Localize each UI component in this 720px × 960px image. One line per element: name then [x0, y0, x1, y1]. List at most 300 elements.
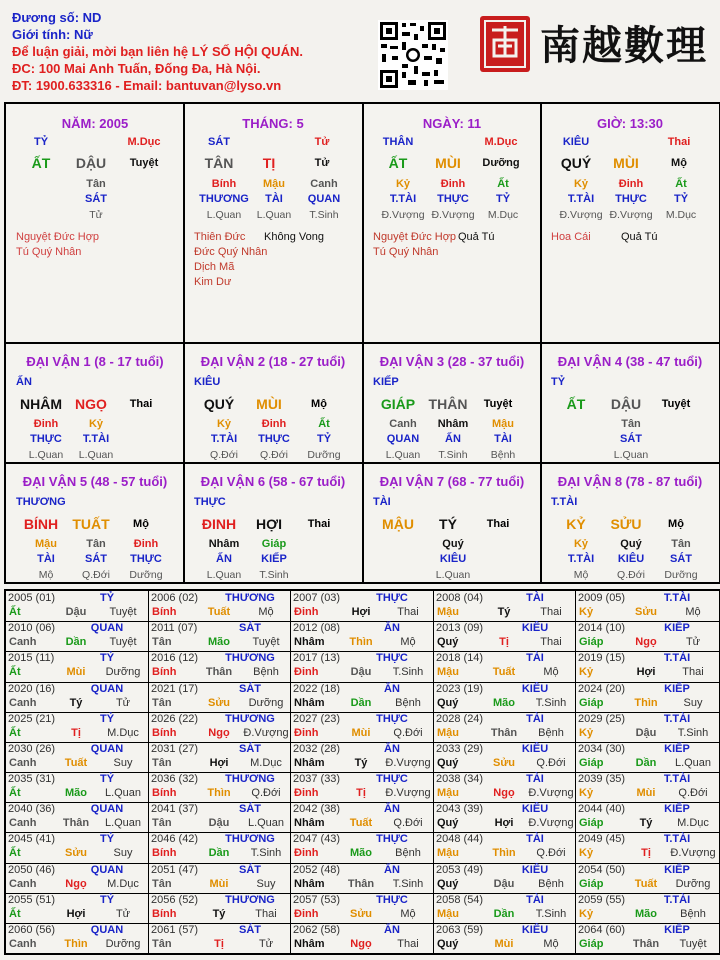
hidden-stem: Đinh: [618, 178, 644, 190]
luck-hidden-stem: Tân: [621, 418, 641, 430]
year-stem: Ất: [9, 908, 21, 920]
luck-hidden-stem: Kỷ: [88, 418, 104, 430]
luck-hidden-stage: Q.Đới: [260, 449, 288, 461]
year-stem: Bính: [152, 847, 177, 859]
annual-year-cell[interactable]: [434, 742, 576, 772]
logo: [480, 12, 715, 74]
luck-stage: Tuyệt: [483, 398, 513, 410]
year-god: T.TÀI: [663, 713, 691, 725]
luck-hidden-stage: L.Quan: [206, 569, 242, 581]
annual-year-cell[interactable]: [291, 651, 433, 681]
annual-year-cell[interactable]: [576, 893, 718, 923]
year-stage: T.Sinh: [535, 908, 567, 920]
annual-year-cell[interactable]: [6, 772, 148, 802]
hidden-stage: M.Dục: [487, 209, 519, 221]
annual-year-cell[interactable]: [576, 863, 718, 893]
hidden-god: SÁT: [85, 193, 107, 205]
annual-year-cell[interactable]: [291, 832, 433, 862]
year-label: 2060 (56): [8, 924, 56, 936]
luck-hidden-stage: Dưỡng: [129, 569, 163, 581]
annual-year-cell[interactable]: [576, 682, 718, 712]
year-label: 2061 (57): [151, 924, 199, 936]
luck-pillar-cell: [6, 344, 184, 462]
annual-year-cell[interactable]: [291, 712, 433, 742]
luck-title: ĐẠI VẬN 3 (28 - 37 tuổi): [379, 354, 525, 369]
luck-hidden-stage: Mộ: [573, 569, 589, 581]
year-god: QUAN: [90, 864, 124, 876]
year-stage: Tuyệt: [252, 636, 280, 648]
luck-branch: DẬU: [610, 396, 642, 412]
year-god: SÁT: [239, 743, 261, 755]
luck-hidden-stage: Dưỡng: [664, 569, 698, 581]
year-label: 2040 (36): [8, 803, 56, 815]
annual-year-cell[interactable]: [434, 651, 576, 681]
header-info: [12, 9, 372, 94]
year-stage: M.Dục: [107, 727, 139, 739]
year-stem: Giáp: [579, 938, 604, 950]
annual-year-cell[interactable]: [576, 651, 718, 681]
annual-year-cell[interactable]: [434, 591, 576, 621]
annual-year-cell[interactable]: [149, 621, 291, 651]
year-label: 2064 (60): [578, 924, 626, 936]
luck-title: ĐẠI VẬN 1 (8 - 17 tuổi): [26, 354, 164, 369]
annual-year-cell[interactable]: [149, 863, 291, 893]
pillar-cell: [6, 104, 184, 342]
year-branch: Thân: [632, 938, 660, 950]
year-branch: Thìn: [349, 636, 373, 648]
year-stage: Q.Đới: [536, 757, 566, 769]
annual-year-cell[interactable]: [291, 591, 433, 621]
year-stage: Mộ: [400, 636, 416, 648]
year-stage: Thai: [682, 666, 704, 678]
pillar-stage: M.Dục: [127, 136, 161, 148]
annual-year-cell[interactable]: [576, 712, 718, 742]
earthly-branch: TỊ: [262, 155, 276, 171]
year-label: 2005 (01): [8, 592, 56, 604]
year-label: 2049 (45): [578, 833, 626, 845]
annual-year-cell[interactable]: [434, 923, 576, 953]
year-branch: Ngọ: [635, 636, 657, 648]
annual-year-cell[interactable]: [576, 802, 718, 832]
annual-year-cell[interactable]: [434, 621, 576, 651]
annual-year-cell[interactable]: [434, 863, 576, 893]
pillar-stage: M.Dục: [484, 136, 518, 148]
luck-hidden-stem: Quý: [442, 538, 464, 550]
year-god: KIÊU: [521, 924, 549, 936]
year-label: 2009 (05): [578, 592, 626, 604]
pillar-god: KIÊU: [562, 136, 590, 148]
year-god: THỰC: [376, 713, 408, 725]
luck-hidden-stem: Tân: [671, 538, 691, 550]
year-god: QUAN: [90, 803, 124, 815]
annual-year-cell[interactable]: [434, 893, 576, 923]
hidden-stem: Kỷ: [573, 178, 589, 190]
year-stem: Kỷ: [579, 847, 594, 859]
year-god: THƯƠNG: [225, 592, 275, 604]
year-stem: Mậu: [437, 847, 459, 859]
year-god: THƯƠNG: [225, 833, 275, 845]
luck-hidden-stem: Đinh: [133, 538, 159, 550]
year-stage: Bệnh: [680, 908, 706, 920]
year-branch: Mùi: [66, 666, 86, 678]
year-stage: Bệnh: [253, 666, 279, 678]
year-label: 2011 (07): [151, 622, 198, 634]
year-stage: Tuyệt: [109, 636, 137, 648]
year-god: KIÊU: [521, 803, 549, 815]
year-stem: Ất: [9, 787, 21, 799]
year-label: 2058 (54): [436, 894, 484, 906]
year-god: QUAN: [90, 924, 124, 936]
annual-year-cell[interactable]: [291, 772, 433, 802]
annual-year-cell[interactable]: [434, 712, 576, 742]
luck-hidden-stem: Nhâm: [437, 418, 469, 430]
year-branch: Thìn: [634, 697, 658, 709]
annual-year-cell[interactable]: [576, 621, 718, 651]
hidden-stage: Đ.Vượng: [431, 209, 475, 221]
year-branch: Dần: [635, 757, 657, 769]
year-god: TỶ: [99, 652, 115, 664]
luck-hidden-stem: Mậu: [492, 418, 514, 430]
year-branch: Dậu: [635, 727, 657, 739]
year-stem: Canh: [9, 697, 37, 709]
year-branch: Tý: [212, 908, 226, 920]
year-label: 2055 (51): [8, 894, 56, 906]
year-god: ẤN: [384, 622, 400, 634]
qr-code-icon[interactable]: [378, 20, 448, 90]
annual-year-cell[interactable]: [149, 893, 291, 923]
year-branch: Mão: [208, 636, 230, 648]
annual-year-cell[interactable]: [6, 621, 148, 651]
year-label: 2017 (13): [293, 652, 341, 664]
annual-year-cell[interactable]: [291, 923, 433, 953]
year-stage: L.Quan: [247, 817, 285, 829]
annual-year-cell[interactable]: [149, 682, 291, 712]
hidden-god: THỰC: [615, 193, 647, 205]
year-stem: Mậu: [437, 908, 459, 920]
annual-year-cell[interactable]: [434, 832, 576, 862]
year-stem: Tân: [152, 697, 172, 709]
auspicious-star: Thiên Đức: [194, 231, 246, 243]
luck-stage: Thai: [307, 518, 331, 530]
year-branch: Tý: [69, 697, 83, 709]
luck-pillar-cell: [363, 344, 541, 462]
year-god: SÁT: [239, 864, 261, 876]
year-god: TÀI: [526, 713, 544, 725]
annual-luck-grid: [4, 589, 720, 955]
year-label: 2030 (26): [8, 743, 56, 755]
year-stage: Đ.Vượng: [670, 847, 716, 859]
luck-hidden-stem: Giáp: [261, 538, 287, 550]
luck-stem: ẤT: [566, 396, 586, 412]
luck-hidden-god: SÁT: [85, 553, 107, 565]
address: ĐC: 100 Mai Anh Tuấn, Đống Đa, Hà Nội.: [12, 61, 261, 76]
year-stem: Kỷ: [579, 606, 594, 618]
pillar-god: THÂN: [382, 136, 414, 148]
luck-hidden-stem: Đinh: [261, 418, 287, 430]
year-god: T.TÀI: [663, 652, 691, 664]
luck-branch: TÝ: [439, 516, 457, 532]
annual-year-cell[interactable]: [149, 651, 291, 681]
year-stem: Nhâm: [294, 757, 325, 769]
luck-hidden-god: KIÊU: [439, 553, 467, 565]
year-label: 2007 (03): [293, 592, 341, 604]
year-branch: Thân: [62, 817, 90, 829]
annual-year-cell[interactable]: [291, 742, 433, 772]
annual-year-cell[interactable]: [149, 802, 291, 832]
luck-title: ĐẠI VẬN 5 (48 - 57 tuổi): [22, 474, 168, 489]
year-stem: Quý: [437, 817, 459, 829]
year-branch: Tị: [641, 847, 651, 859]
year-stem: Mậu: [437, 606, 459, 618]
annual-year-cell[interactable]: [291, 802, 433, 832]
annual-year-cell[interactable]: [434, 802, 576, 832]
year-stem: Mậu: [437, 787, 459, 799]
year-branch: Sửu: [207, 697, 231, 709]
annual-year-cell[interactable]: [149, 742, 291, 772]
year-stage: Dưỡng: [248, 697, 284, 709]
pillar-god: SÁT: [208, 136, 230, 148]
year-branch: Dậu: [208, 817, 230, 829]
year-stem: Canh: [9, 757, 37, 769]
luck-hidden-stem: Mậu: [35, 538, 57, 550]
year-stage: Thai: [540, 636, 562, 648]
luck-hidden-god: QUAN: [386, 433, 420, 445]
hidden-stage: L.Quan: [206, 209, 242, 221]
luck-branch: MÙI: [256, 396, 282, 412]
annual-year-cell[interactable]: [576, 772, 718, 802]
year-label: 2034 (30): [578, 743, 626, 755]
luck-god: TÀI: [373, 496, 391, 508]
year-god: THƯƠNG: [225, 894, 275, 906]
year-stage: Bệnh: [538, 727, 564, 739]
hidden-stage: L.Quan: [256, 209, 292, 221]
year-label: 2037 (33): [293, 773, 341, 785]
hidden-god: T.TÀI: [389, 193, 417, 205]
annual-year-cell[interactable]: [291, 863, 433, 893]
annual-year-cell[interactable]: [6, 893, 148, 923]
annual-year-cell[interactable]: [149, 923, 291, 953]
annual-year-cell[interactable]: [149, 832, 291, 862]
year-god: KIẾP: [664, 864, 690, 876]
hidden-stem: Bính: [211, 178, 237, 190]
year-god: QUAN: [90, 683, 124, 695]
year-label: 2054 (50): [578, 864, 626, 876]
annual-year-cell[interactable]: [576, 832, 718, 862]
hidden-stem: Canh: [310, 178, 338, 190]
year-stage: T.Sinh: [250, 847, 282, 859]
year-branch: Tuất: [64, 757, 88, 769]
year-label: 2043 (39): [436, 803, 484, 815]
luck-stage: Thai: [486, 518, 510, 530]
branch-stage: Tuyệt: [129, 157, 159, 169]
year-god: KIÊU: [521, 864, 549, 876]
luck-branch: THÂN: [428, 396, 468, 412]
pillar-title: NĂM: 2005: [61, 116, 129, 131]
luck-hidden-stem: Tân: [86, 538, 106, 550]
luck-hidden-god: T.TÀI: [210, 433, 238, 445]
annual-year-cell[interactable]: [149, 772, 291, 802]
year-branch: Ngọ: [208, 727, 230, 739]
year-label: 2006 (02): [151, 592, 199, 604]
year-god: THỰC: [376, 652, 408, 664]
luck-god: KIÊU: [194, 376, 221, 388]
year-stem: Nhâm: [294, 878, 325, 890]
hidden-stem: Ất: [675, 178, 687, 190]
year-stem: Nhâm: [294, 697, 325, 709]
year-stage: Suy: [113, 847, 133, 859]
year-stage: T.Sinh: [677, 727, 709, 739]
year-branch: Sửu: [634, 606, 658, 618]
year-stem: Tân: [152, 938, 172, 950]
year-god: ẤN: [384, 743, 400, 755]
annual-year-cell[interactable]: [434, 772, 576, 802]
year-god: TỶ: [99, 894, 115, 906]
year-label: 2047 (43): [293, 833, 341, 845]
annual-year-cell[interactable]: [6, 651, 148, 681]
year-label: 2016 (12): [151, 652, 199, 664]
hidden-god: THỰC: [437, 193, 469, 205]
annual-year-cell[interactable]: [6, 802, 148, 832]
luck-pillar-cell: [184, 464, 362, 582]
year-branch: Tuất: [207, 606, 231, 618]
year-stage: Q.Đới: [393, 727, 423, 739]
year-stem: Quý: [437, 636, 459, 648]
annual-year-cell[interactable]: [6, 863, 148, 893]
annual-year-cell[interactable]: [291, 893, 433, 923]
year-branch: Dần: [65, 636, 87, 648]
luck-pillar-cell: [6, 464, 184, 582]
auspicious-star: Đức Quý Nhân: [194, 246, 268, 258]
year-stem: Đinh: [294, 908, 319, 920]
year-branch: Thân: [205, 666, 233, 678]
year-branch: Mùi: [351, 727, 371, 739]
annual-year-cell[interactable]: [576, 923, 718, 953]
luck-stem: KỶ: [566, 516, 586, 532]
year-stage: Tử: [685, 636, 701, 648]
auspicious-star: Kim Dư: [194, 276, 232, 288]
luck-hidden-god: TÀI: [37, 553, 55, 565]
annual-year-cell[interactable]: [291, 621, 433, 651]
annual-year-cell[interactable]: [149, 591, 291, 621]
auspicious-star: Dịch Mã: [194, 261, 235, 273]
year-stem: Đinh: [294, 727, 319, 739]
year-god: T.TÀI: [663, 894, 691, 906]
year-label: 2056 (52): [151, 894, 199, 906]
year-god: T.TÀI: [663, 592, 691, 604]
luck-branch: NGỌ: [75, 396, 107, 412]
year-stem: Kỷ: [579, 787, 594, 799]
year-stem: Giáp: [579, 817, 604, 829]
year-label: 2051 (47): [151, 864, 199, 876]
year-stage: Đ.Vượng: [243, 727, 289, 739]
year-stage: Mộ: [685, 606, 701, 618]
annual-year-cell[interactable]: [149, 712, 291, 742]
year-label: 2044 (40): [578, 803, 626, 815]
year-branch: Sửu: [64, 847, 88, 859]
year-stem: Tân: [152, 636, 172, 648]
year-stage: L.Quan: [674, 757, 712, 769]
year-god: THỰC: [376, 894, 408, 906]
annual-year-cell[interactable]: [291, 682, 433, 712]
year-stem: Kỷ: [579, 908, 594, 920]
annual-year-cell[interactable]: [6, 682, 148, 712]
luck-hidden-god: T.TÀI: [567, 553, 595, 565]
luck-title: ĐẠI VẬN 4 (38 - 47 tuổi): [557, 354, 703, 369]
luck-hidden-stage: Q.Đới: [82, 569, 110, 581]
year-stem: Canh: [9, 636, 37, 648]
annual-year-cell[interactable]: [434, 682, 576, 712]
pillar-title: NGÀY: 11: [422, 116, 482, 131]
annual-year-cell[interactable]: [6, 591, 148, 621]
luck-hidden-god: KIÊU: [617, 553, 645, 565]
year-god: TỶ: [99, 773, 115, 785]
year-branch: Tị: [71, 727, 81, 739]
annual-year-cell[interactable]: [576, 591, 718, 621]
year-stage: T.Sinh: [392, 878, 424, 890]
year-stem: Kỷ: [579, 666, 594, 678]
year-stage: T.Sinh: [535, 697, 567, 709]
luck-hidden-stem: Ất: [318, 418, 330, 430]
year-god: TÀI: [526, 894, 544, 906]
pillar-title: THÁNG: 5: [242, 116, 304, 131]
year-god: KIÊU: [521, 683, 549, 695]
year-label: 2059 (55): [578, 894, 626, 906]
luck-hidden-stem: Nhâm: [208, 538, 240, 550]
year-branch: Sửu: [349, 908, 373, 920]
annual-year-cell[interactable]: [6, 742, 148, 772]
year-label: 2041 (37): [151, 803, 199, 815]
heavenly-stem: ẤT: [388, 155, 408, 171]
hidden-god: T.TÀI: [567, 193, 595, 205]
year-stage: M.Dục: [107, 878, 139, 890]
luck-pillar-cell: [184, 344, 362, 462]
year-stem: Quý: [437, 697, 459, 709]
annual-year-cell[interactable]: [6, 923, 148, 953]
year-stem: Bính: [152, 727, 177, 739]
year-label: 2046 (42): [151, 833, 199, 845]
luck-stem: GIÁP: [380, 396, 416, 412]
annual-year-cell[interactable]: [6, 712, 148, 742]
year-label: 2012 (08): [293, 622, 341, 634]
year-stem: Tân: [152, 817, 172, 829]
year-label: 2042 (38): [293, 803, 341, 815]
luck-hidden-stem: Kỷ: [216, 418, 232, 430]
heavenly-stem: QUÝ: [560, 155, 592, 171]
year-stage: M.Dục: [250, 757, 282, 769]
year-stage: Đ.Vượng: [528, 817, 574, 829]
pillar-god: TỶ: [33, 136, 49, 148]
luck-hidden-stem: Canh: [389, 418, 417, 430]
year-branch: Hợi: [494, 817, 514, 829]
luck-title: ĐẠI VẬN 7 (68 - 77 tuổi): [379, 474, 525, 489]
luck-branch: TUẤT: [72, 516, 110, 532]
earthly-branch: DẬU: [75, 155, 107, 171]
year-branch: Mão: [493, 697, 515, 709]
year-stage: Đ.Vượng: [385, 787, 431, 799]
annual-year-cell[interactable]: [576, 742, 718, 772]
year-branch: Hợi: [636, 666, 656, 678]
year-label: 2019 (15): [578, 652, 626, 664]
luck-hidden-god: SÁT: [620, 433, 642, 445]
hidden-god: TÀI: [265, 193, 283, 205]
year-stem: Quý: [437, 938, 459, 950]
annual-year-cell[interactable]: [6, 832, 148, 862]
luck-hidden-stem: Kỷ: [573, 538, 589, 550]
year-stage: L.Quan: [104, 817, 142, 829]
auspicious-star: Tú Quý Nhân: [373, 246, 439, 258]
year-branch: Sửu: [492, 757, 516, 769]
year-branch: Hợi: [351, 606, 371, 618]
